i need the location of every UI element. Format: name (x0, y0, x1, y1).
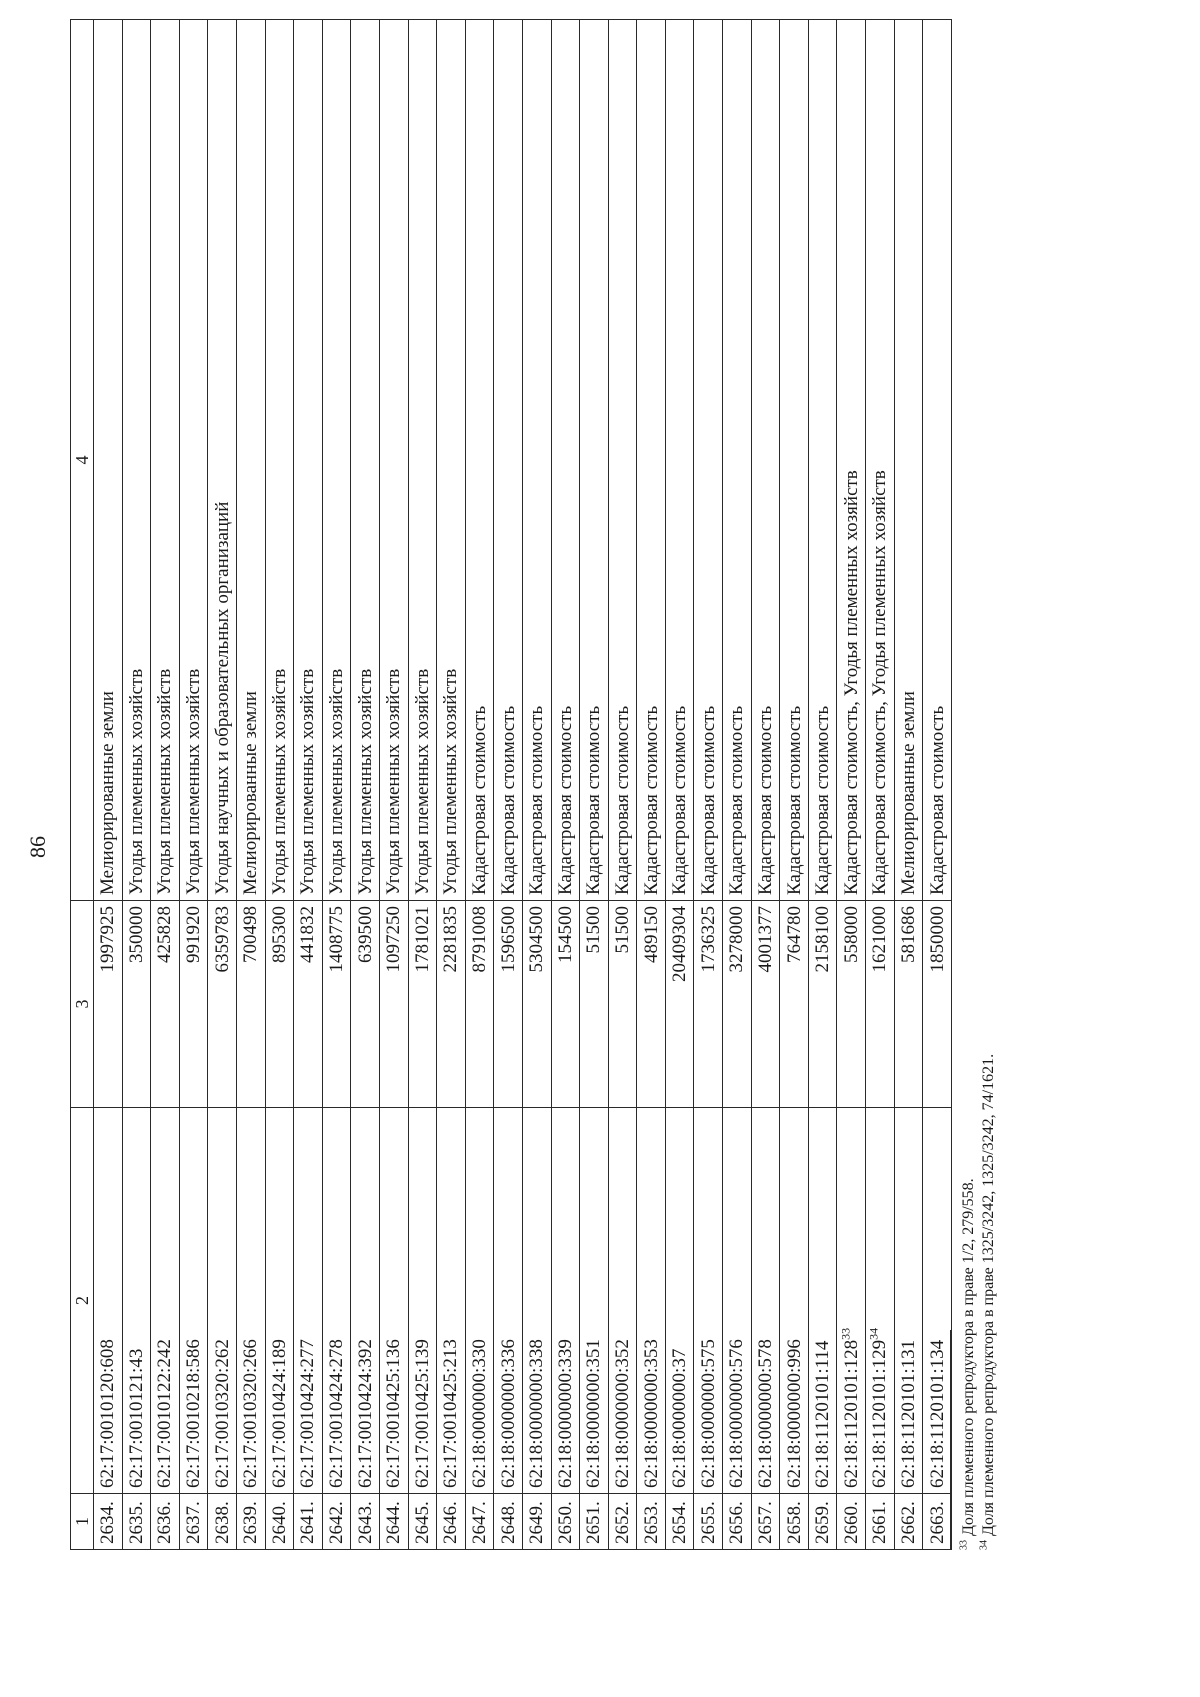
row-number-cell: 2658. (780, 1494, 809, 1550)
category-cell: Кадастровая стоимость (522, 20, 551, 901)
value-cell: 1408775 (322, 901, 351, 1108)
row-number-cell: 2662. (894, 1494, 923, 1550)
value-cell: 4001377 (751, 901, 780, 1108)
category-cell: Угодья племенных хозяйств (151, 20, 180, 901)
table-row (637, 20, 666, 1550)
cadastral-number-cell (151, 1108, 180, 1494)
cadastral-number-text: 62:18:0000000:352 (611, 1339, 633, 1488)
category-cell: Угодья племенных хозяйств (322, 20, 351, 901)
column-header: 2 (71, 1108, 94, 1494)
table-row (551, 20, 580, 1550)
value-cell: 20409304 (665, 901, 694, 1108)
category-cell: Угодья племенных хозяйств (294, 20, 323, 901)
value-cell: 8791008 (465, 901, 494, 1108)
value-cell: 6359783 (208, 901, 237, 1108)
value-cell: 764780 (780, 901, 809, 1108)
cadastral-number-text: 62:17:0010320:266 (240, 1339, 262, 1488)
category-cell: Кадастровая стоимость (580, 20, 609, 901)
cadastral-number-cell (894, 1108, 923, 1494)
cadastral-number-text: 62:18:0000000:996 (783, 1339, 805, 1488)
cadastral-number-cell (608, 1108, 637, 1494)
cadastral-number-text: 62:17:0010320:262 (211, 1339, 233, 1488)
category-cell: Кадастровая стоимость, Угодья племенных хозяйств (837, 20, 866, 901)
cadastral-number-text: 62:17:0010218:586 (183, 1339, 205, 1488)
table-row (151, 20, 180, 1550)
cadastral-number-cell (837, 1108, 866, 1494)
table-row (408, 20, 437, 1550)
row-number-cell: 2640. (265, 1494, 294, 1550)
table-row (866, 20, 895, 1550)
column-header: 1 (71, 1494, 94, 1550)
table-header-row (71, 20, 94, 1550)
table-row (322, 20, 351, 1550)
cadastral-number-cell (294, 1108, 323, 1494)
cadastral-number-cell (808, 1108, 837, 1494)
category-cell: Кадастровая стоимость (923, 20, 952, 901)
cadastral-number-text: 62:17:0010424:277 (297, 1339, 319, 1488)
value-cell: 2281835 (437, 901, 466, 1108)
cadastral-number-text: 62:17:0010425:139 (411, 1339, 433, 1488)
value-cell: 1736325 (694, 901, 723, 1108)
row-number-cell: 2652. (608, 1494, 637, 1550)
cadastral-number-cell (351, 1108, 380, 1494)
row-number-cell: 2655. (694, 1494, 723, 1550)
cadastral-number-text: 62:18:0000000:578 (754, 1339, 776, 1488)
footnote-reference: 33 (838, 1327, 853, 1340)
row-number-cell: 2660. (837, 1494, 866, 1550)
cadastral-number-cell (866, 1108, 895, 1494)
table-row (294, 20, 323, 1550)
table-row (236, 20, 265, 1550)
cadastral-number-cell (437, 1108, 466, 1494)
value-cell: 51500 (608, 901, 637, 1108)
value-cell: 558000 (837, 901, 866, 1108)
cadastral-number-cell (551, 1108, 580, 1494)
row-number-cell: 2663. (923, 1494, 952, 1550)
value-cell: 991920 (179, 901, 208, 1108)
cadastral-number-cell (465, 1108, 494, 1494)
row-number-cell: 2642. (322, 1494, 351, 1550)
footnotes (950, 750, 999, 1550)
table-row (179, 20, 208, 1550)
cadastral-number-text: 62:18:0000000:336 (497, 1339, 519, 1488)
row-number-cell: 2638. (208, 1494, 237, 1550)
row-number-cell: 2641. (294, 1494, 323, 1550)
cadastral-number-text: 62:17:0010122:242 (154, 1339, 176, 1488)
cadastral-number-cell (751, 1108, 780, 1494)
category-cell: Кадастровая стоимость (808, 20, 837, 901)
footnote-reference: 34 (867, 1327, 881, 1340)
row-number-cell: 2654. (665, 1494, 694, 1550)
value-cell: 1596500 (494, 901, 523, 1108)
value-cell: 581686 (894, 901, 923, 1108)
value-cell: 639500 (351, 901, 380, 1108)
row-number-cell: 2644. (379, 1494, 408, 1550)
table-row (465, 20, 494, 1550)
cadastral-number-cell (208, 1108, 237, 1494)
value-cell: 350000 (122, 901, 151, 1108)
row-number-cell: 2656. (723, 1494, 752, 1550)
cadastral-number-text: 62:17:0010120:608 (97, 1339, 119, 1488)
table-row (723, 20, 752, 1550)
value-cell: 1097250 (379, 901, 408, 1108)
category-cell: Кадастровая стоимость (780, 20, 809, 901)
table-row (122, 20, 151, 1550)
land-register-table (70, 19, 952, 1550)
value-cell: 1850000 (923, 901, 952, 1108)
footnote-divider (950, 1330, 951, 1550)
category-cell: Мелиорированные земли (94, 20, 123, 901)
table-row (94, 20, 123, 1550)
category-cell: Кадастровая стоимость, Угодья племенных хозяйств (866, 20, 895, 901)
table-row (437, 20, 466, 1550)
table-row (580, 20, 609, 1550)
category-cell: Угодья научных и образовательных организаций (208, 20, 237, 901)
row-number-cell: 2649. (522, 1494, 551, 1550)
row-number-cell: 2645. (408, 1494, 437, 1550)
row-number-cell: 2650. (551, 1494, 580, 1550)
category-cell: Угодья племенных хозяйств (265, 20, 294, 901)
cadastral-number-text: 62:18:0000000:338 (526, 1339, 548, 1488)
footnote-mark: 33 (958, 1540, 970, 1550)
row-number-cell: 2639. (236, 1494, 265, 1550)
table-row (494, 20, 523, 1550)
page-number: 86 (25, 836, 50, 858)
cadastral-number-text: 62:17:0010424:278 (326, 1339, 348, 1488)
column-header: 4 (71, 20, 94, 901)
cadastral-number-cell (94, 1108, 123, 1494)
category-cell: Угодья племенных хозяйств (408, 20, 437, 901)
row-number-cell: 2653. (637, 1494, 666, 1550)
footnote (979, 750, 999, 1550)
row-number-cell: 2634. (94, 1494, 123, 1550)
cadastral-number-text: 62:17:0010424:189 (268, 1339, 290, 1488)
category-cell: Кадастровая стоимость (465, 20, 494, 901)
cadastral-number-cell (580, 1108, 609, 1494)
row-number-cell: 2643. (351, 1494, 380, 1550)
cadastral-number-cell (122, 1108, 151, 1494)
cadastral-number-cell (379, 1108, 408, 1494)
cadastral-number-text: 62:18:1120101:129 (869, 1339, 891, 1488)
table-row (694, 20, 723, 1550)
category-cell: Кадастровая стоимость (551, 20, 580, 901)
table-row (780, 20, 809, 1550)
value-cell: 489150 (637, 901, 666, 1108)
row-number-cell: 2647. (465, 1494, 494, 1550)
value-cell: 3278000 (723, 901, 752, 1108)
cadastral-number-cell (694, 1108, 723, 1494)
table-row (608, 20, 637, 1550)
table-row (808, 20, 837, 1550)
category-cell: Мелиорированные земли (236, 20, 265, 901)
cadastral-number-cell (408, 1108, 437, 1494)
category-cell: Кадастровая стоимость (694, 20, 723, 901)
cadastral-number-cell (179, 1108, 208, 1494)
row-number-cell: 2635. (122, 1494, 151, 1550)
value-cell: 1621000 (866, 901, 895, 1108)
cadastral-number-cell (723, 1108, 752, 1494)
cadastral-number-text: 62:17:0010425:136 (383, 1339, 405, 1488)
cadastral-number-text: 62:17:0010121:43 (125, 1348, 147, 1488)
value-cell: 5304500 (522, 901, 551, 1108)
value-cell: 2158100 (808, 901, 837, 1108)
table-row (751, 20, 780, 1550)
value-cell: 700498 (236, 901, 265, 1108)
cadastral-number-cell (236, 1108, 265, 1494)
value-cell: 1997925 (94, 901, 123, 1108)
cadastral-number-text: 62:18:1120101:128 (840, 1339, 862, 1488)
table-row (837, 20, 866, 1550)
cadastral-number-text: 62:18:0000000:353 (640, 1339, 662, 1488)
category-cell: Кадастровая стоимость (637, 20, 666, 901)
footnote-text: Доля племенного репродуктора в праве 1325/3242, 1325/3242, 74/1621. (980, 1053, 997, 1536)
value-cell: 154500 (551, 901, 580, 1108)
row-number-cell: 2651. (580, 1494, 609, 1550)
cadastral-number-cell (522, 1108, 551, 1494)
table-row (665, 20, 694, 1550)
category-cell: Угодья племенных хозяйств (122, 20, 151, 901)
category-cell: Мелиорированные земли (894, 20, 923, 901)
footnote (959, 750, 979, 1550)
footnote-mark: 34 (978, 1540, 990, 1550)
cadastral-number-text: 62:18:0000000:37 (669, 1348, 691, 1488)
table-row (379, 20, 408, 1550)
row-number-cell: 2661. (866, 1494, 895, 1550)
value-cell: 425828 (151, 901, 180, 1108)
value-cell: 895300 (265, 901, 294, 1108)
category-cell: Кадастровая стоимость (723, 20, 752, 901)
value-cell: 51500 (580, 901, 609, 1108)
table-row (265, 20, 294, 1550)
category-cell: Кадастровая стоимость (608, 20, 637, 901)
category-cell: Кадастровая стоимость (494, 20, 523, 901)
cadastral-number-text: 62:18:0000000:351 (583, 1339, 605, 1488)
cadastral-number-cell (780, 1108, 809, 1494)
cadastral-number-cell (265, 1108, 294, 1494)
value-cell: 1781021 (408, 901, 437, 1108)
row-number-cell: 2648. (494, 1494, 523, 1550)
category-cell: Угодья племенных хозяйств (379, 20, 408, 901)
cadastral-number-text: 62:17:0010424:392 (354, 1339, 376, 1488)
row-number-cell: 2636. (151, 1494, 180, 1550)
table-row (894, 20, 923, 1550)
column-header: 3 (71, 901, 94, 1108)
category-cell: Угодья племенных хозяйств (351, 20, 380, 901)
category-cell: Угодья племенных хозяйств (437, 20, 466, 901)
category-cell: Кадастровая стоимость (751, 20, 780, 901)
category-cell: Кадастровая стоимость (665, 20, 694, 901)
table-row (522, 20, 551, 1550)
cadastral-number-text: 62:18:0000000:576 (726, 1339, 748, 1488)
cadastral-number-cell (494, 1108, 523, 1494)
cadastral-number-cell (665, 1108, 694, 1494)
cadastral-number-text: 62:18:1120101:134 (926, 1339, 948, 1488)
cadastral-number-text: 62:18:0000000:575 (697, 1339, 719, 1488)
cadastral-number-text: 62:18:0000000:330 (469, 1339, 491, 1488)
cadastral-number-text: 62:18:0000000:339 (554, 1339, 576, 1488)
category-cell: Угодья племенных хозяйств (179, 20, 208, 901)
cadastral-number-cell (923, 1108, 952, 1494)
row-number-cell: 2659. (808, 1494, 837, 1550)
cadastral-number-text: 62:18:1120101:131 (897, 1339, 919, 1488)
footnote-text: Доля племенного репродуктора в праве 1/2, 279/558. (960, 1178, 977, 1536)
row-number-cell: 2657. (751, 1494, 780, 1550)
cadastral-number-cell (637, 1108, 666, 1494)
table-row (923, 20, 952, 1550)
cadastral-number-text: 62:17:0010425:213 (440, 1339, 462, 1488)
cadastral-number-cell (322, 1108, 351, 1494)
cadastral-number-text: 62:18:1120101:114 (812, 1340, 834, 1488)
row-number-cell: 2637. (179, 1494, 208, 1550)
value-cell: 441832 (294, 901, 323, 1108)
table-row (208, 20, 237, 1550)
table-row (351, 20, 380, 1550)
row-number-cell: 2646. (437, 1494, 466, 1550)
